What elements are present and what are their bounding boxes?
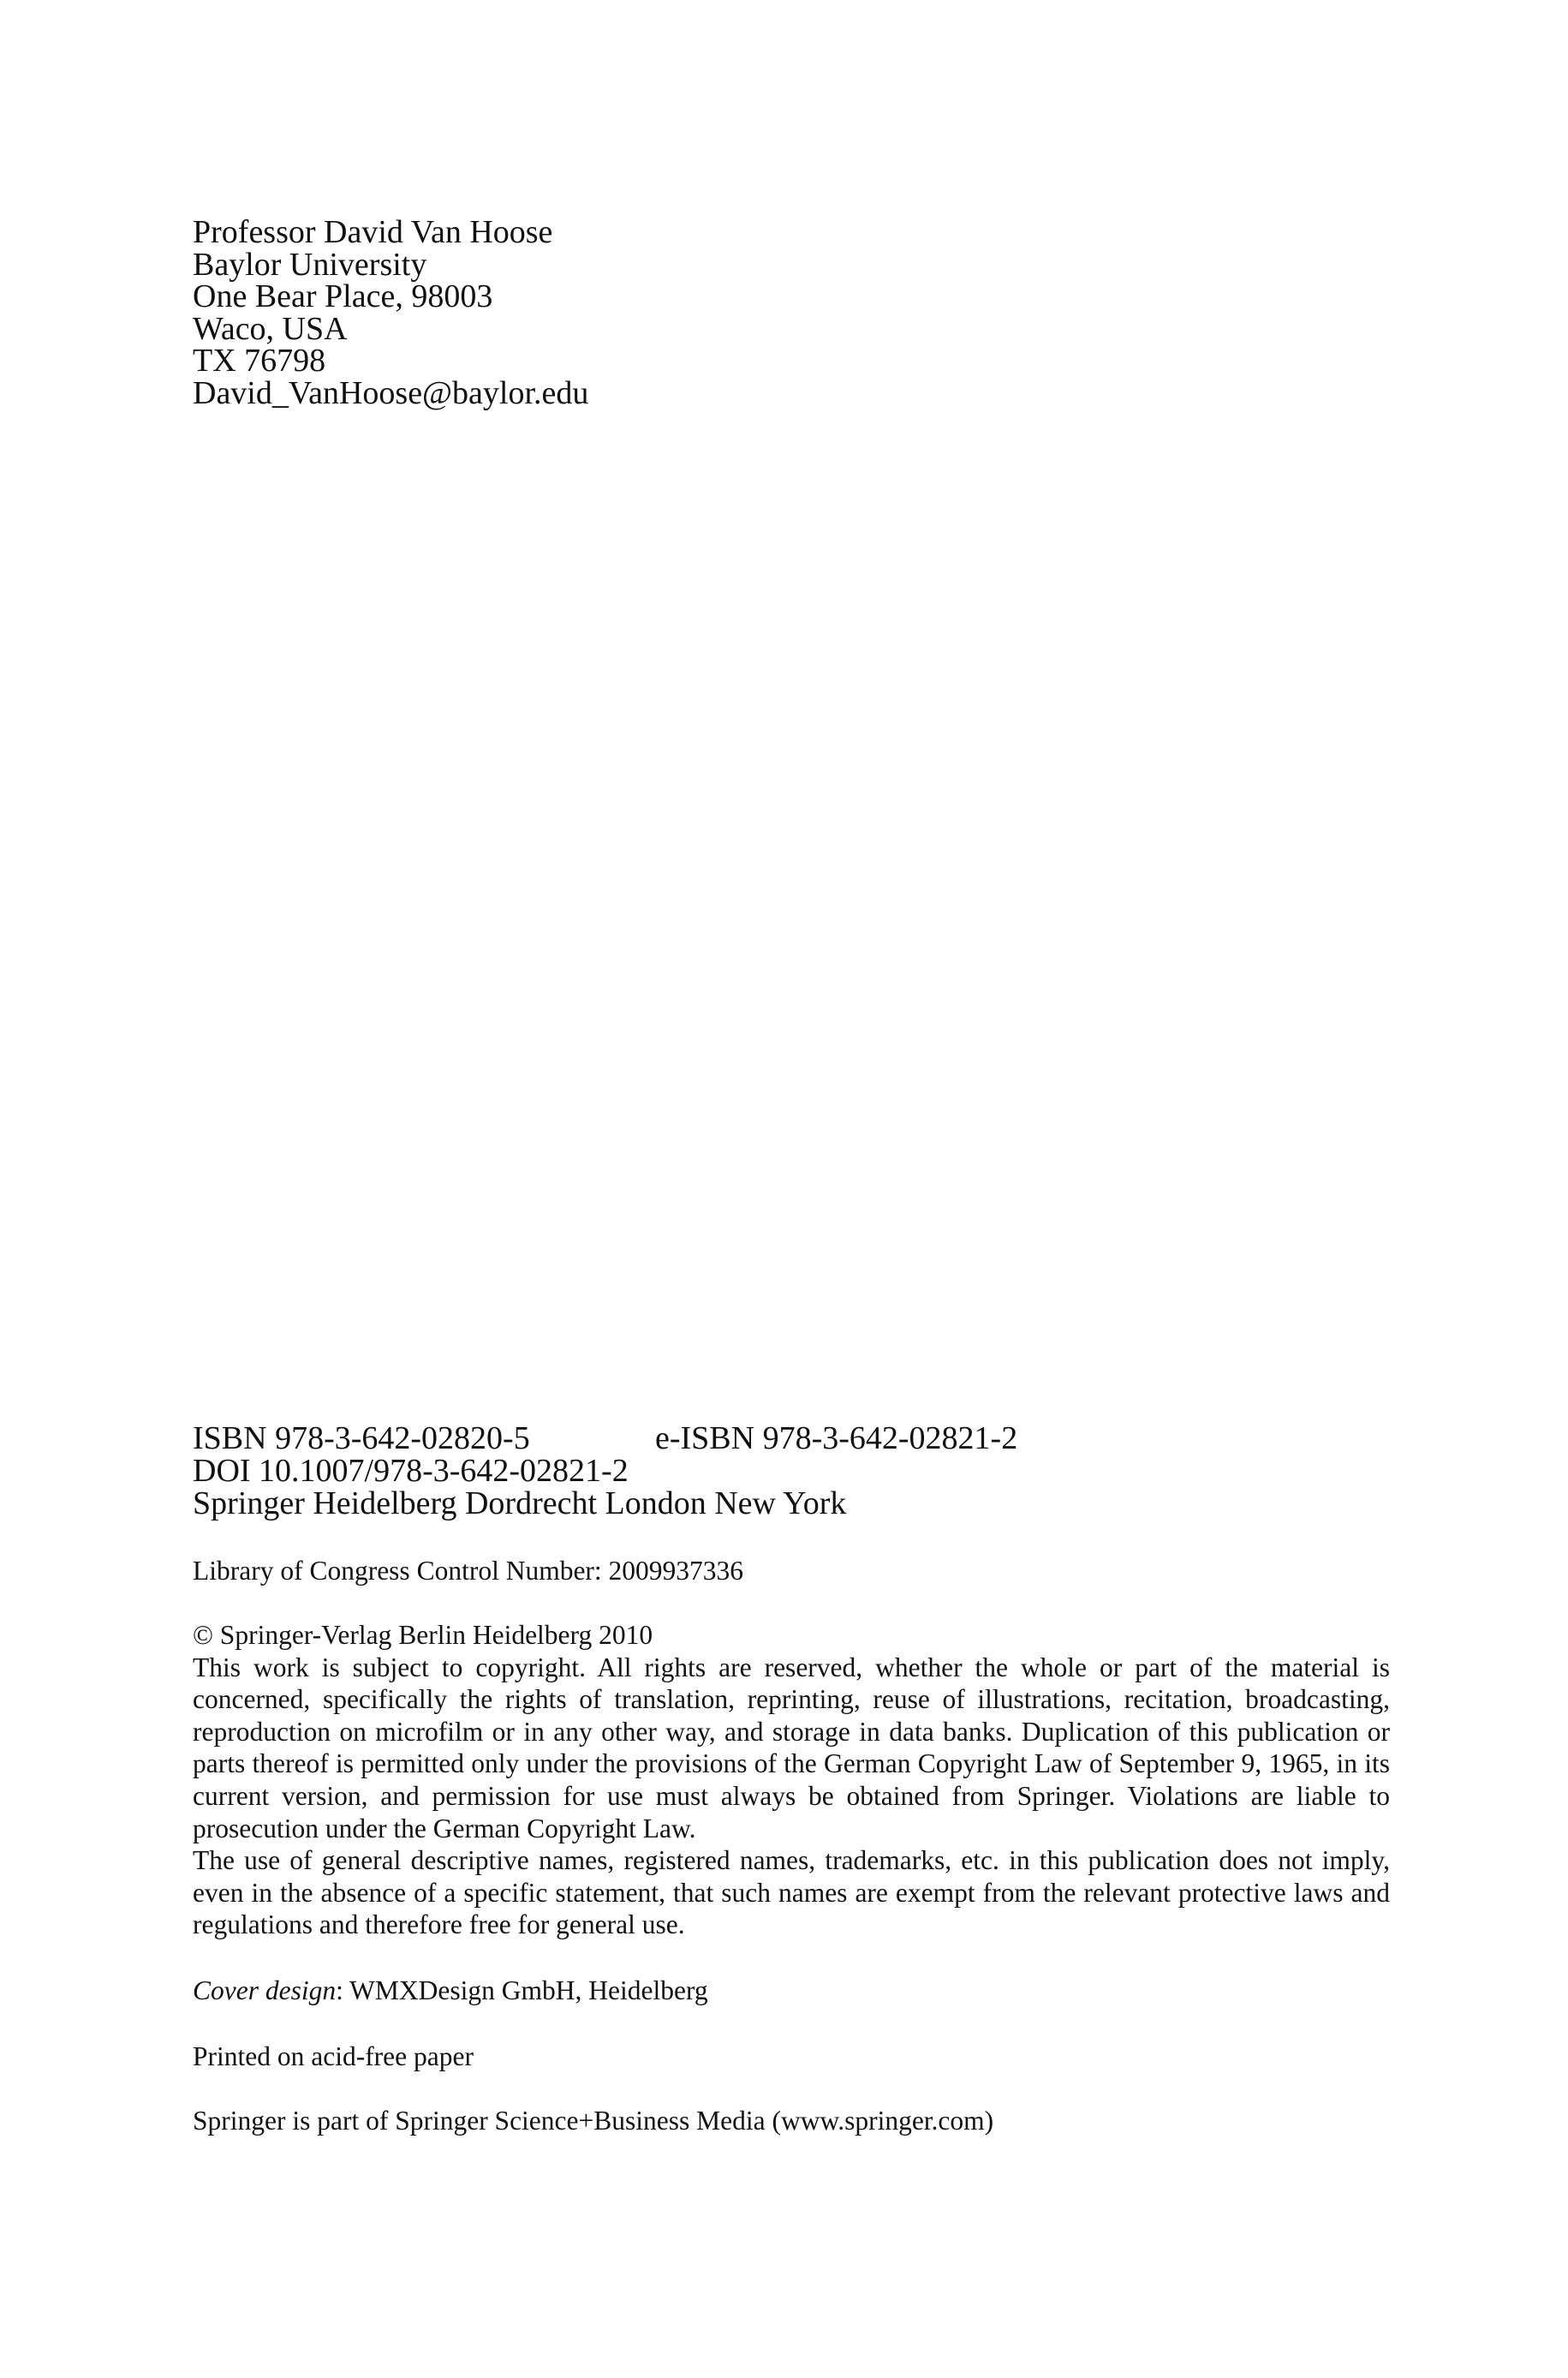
author-address (193, 214, 1392, 411)
eisbn: e-ISBN 978-3-642-02821-2 (655, 1420, 1018, 1456)
cover-design-value: : WMXDesign GmbH, Heidelberg (336, 1975, 708, 2005)
copyright-notice (193, 1619, 1390, 1941)
bibliographic-info (193, 1422, 1392, 1520)
author-institution: Baylor University (193, 246, 427, 283)
copyright-holder: © Springer-Verlag Berlin Heidelberg 2010 (193, 1620, 653, 1650)
author-state-zip: TX 76798 (193, 343, 326, 379)
trademark-statement: The use of general descriptive names, registered names, trademarks, etc. in this publication does not imply, even in the absence of a specific statement, that such names are exempt from the relevant protective laws and regulations and therefore free for general use. (193, 1845, 1390, 1940)
author-street: One Bear Place, 98003 (193, 278, 493, 314)
cover-design-label: Cover design (193, 1975, 337, 2005)
isbn-row (193, 1422, 1392, 1455)
acid-free-paper-note: Printed on acid-free paper (193, 2041, 474, 2071)
author-email: David_VanHoose@baylor.edu (193, 374, 589, 411)
author-city: Waco, USA (193, 310, 348, 347)
springer-media-note: Springer is part of Springer Science+Business Media (www.springer.com) (193, 2106, 994, 2136)
isbn: ISBN 978-3-642-02820-5 (193, 1420, 530, 1456)
copyright-statement: This work is subject to copyright. All rights are reserved, whether the whole or part of the material is concerned, specifically the rights of translation, reprinting, reuse of illustrations, recitation, broadcasting, reproduction on microfilm or in any other way, and storage in data banks. Duplication of this publication or parts thereof is permitted only under the provisions of the German Copyright Law of September 9, 1965, in its current version, and permission for use must always be obtained from Springer. Violations are liable to prosecution under the German Copyright Law. (193, 1652, 1390, 1843)
publisher-locations: Springer Heidelberg Dordrecht London New York (193, 1485, 847, 1521)
library-of-congress-number: Library of Congress Control Number: 2009937336 (193, 1556, 744, 1586)
doi: DOI 10.1007/978-3-642-02821-2 (193, 1453, 629, 1489)
cover-design-credit (193, 1975, 1390, 2007)
author-name: Professor David Van Hoose (193, 214, 553, 250)
